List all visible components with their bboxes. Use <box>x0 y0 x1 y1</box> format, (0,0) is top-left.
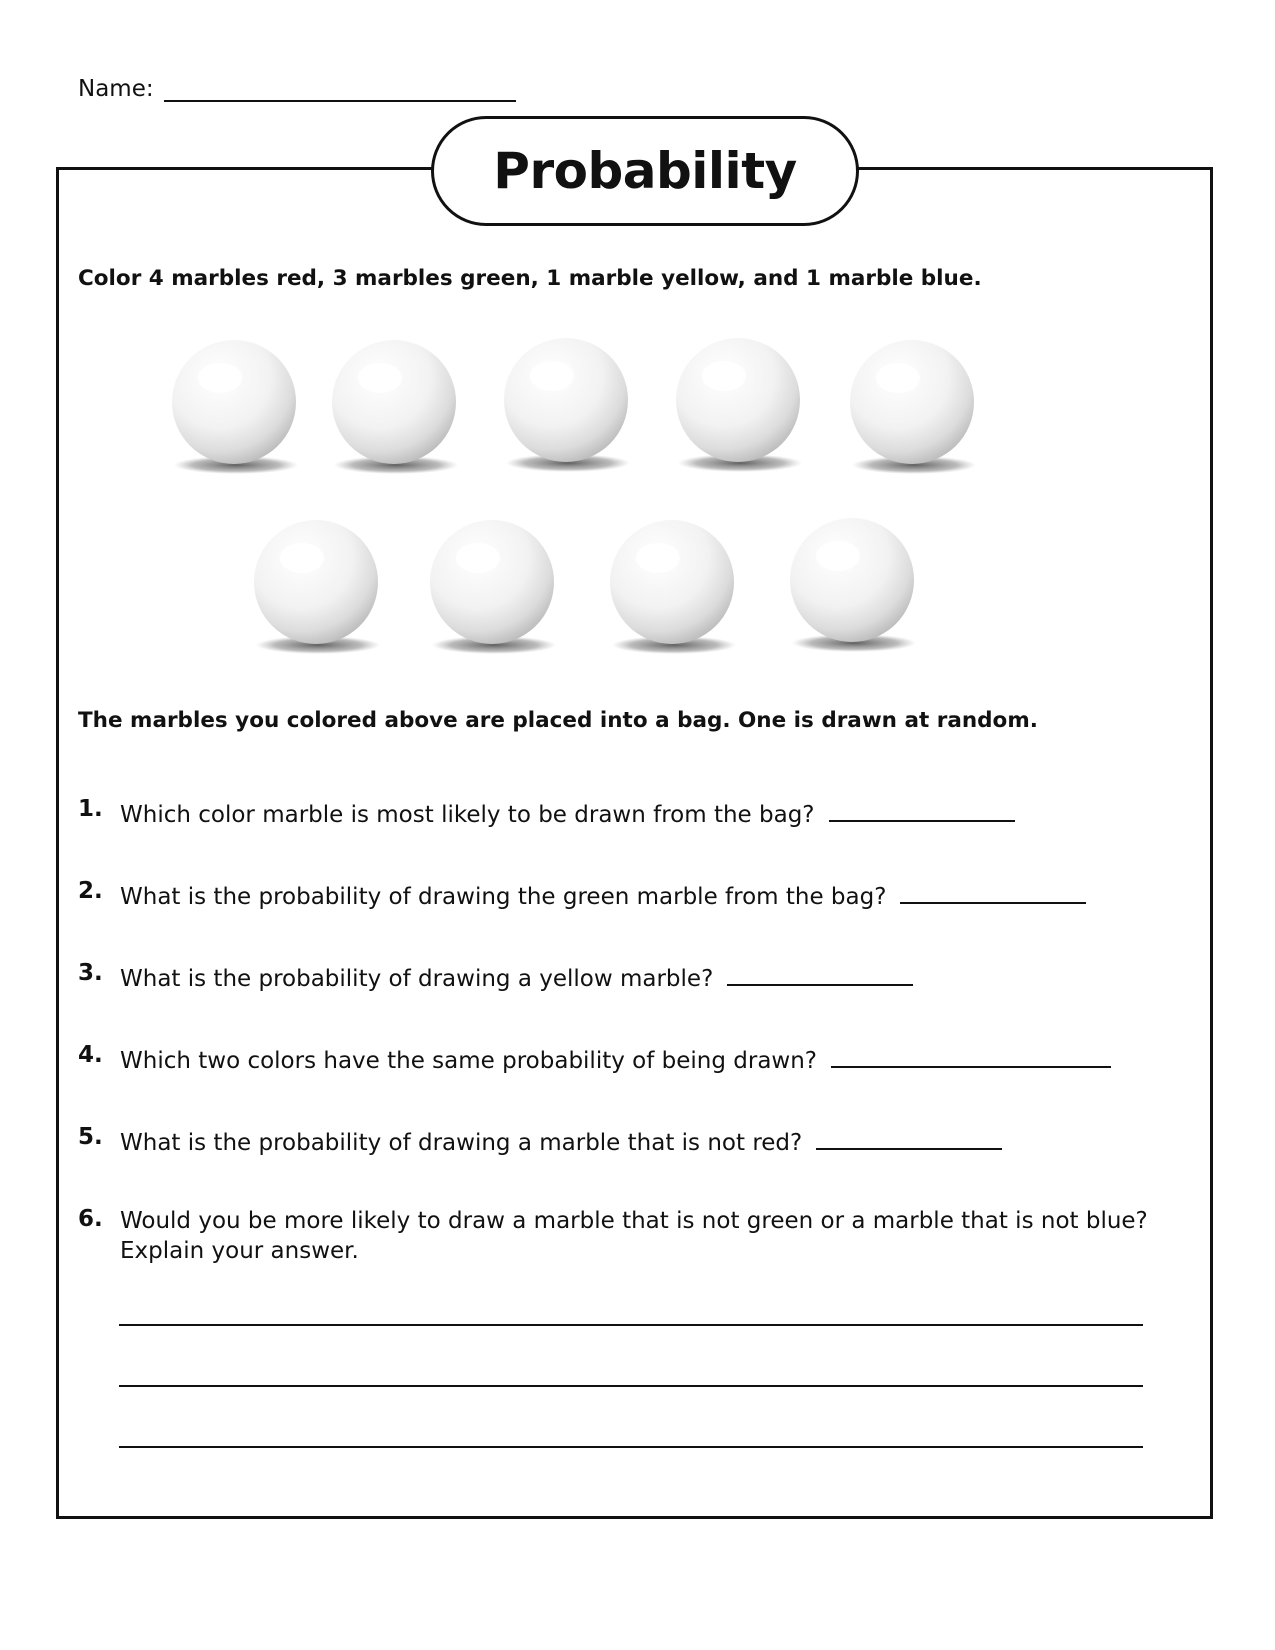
marble-3[interactable] <box>502 336 632 481</box>
explanation-line-2[interactable] <box>119 1385 1143 1387</box>
marble-7[interactable] <box>428 518 558 663</box>
question-text: Which color marble is most likely to be drawn from the bag? <box>120 802 815 828</box>
answer-blank-5[interactable] <box>816 1124 1002 1150</box>
answer-blank-1[interactable] <box>829 796 1015 822</box>
question-number: 4. <box>78 1042 103 1068</box>
answer-blank-2[interactable] <box>900 878 1086 904</box>
question-number: 3. <box>78 960 103 986</box>
marble-6[interactable] <box>252 518 382 663</box>
explanation-line-3[interactable] <box>119 1446 1143 1448</box>
question-5 <box>78 1124 1208 1156</box>
question-number: 6. <box>78 1206 103 1232</box>
page-title-text: Probability <box>493 142 797 200</box>
explanation-line-1[interactable] <box>119 1324 1143 1326</box>
marble-5[interactable] <box>848 338 978 483</box>
name-label: Name: <box>78 76 154 102</box>
question-text: Would you be more likely to draw a marble that is not green or a marble that is not blue? Explain your answer. <box>120 1208 1148 1264</box>
bag-statement: The marbles you colored above are placed into a bag. One is drawn at random. <box>78 708 1038 733</box>
question-text: What is the probability of drawing a marble that is not red? <box>120 1130 803 1156</box>
question-3 <box>78 960 1208 992</box>
question-text: What is the probability of drawing the green marble from the bag? <box>120 884 887 910</box>
answer-blank-4[interactable] <box>831 1042 1111 1068</box>
question-number: 5. <box>78 1124 103 1150</box>
name-row <box>78 74 516 102</box>
page-title <box>431 116 859 226</box>
marble-9[interactable] <box>788 516 918 661</box>
question-number: 2. <box>78 878 103 904</box>
question-6 <box>78 1206 1208 1266</box>
marble-4[interactable] <box>674 336 804 481</box>
marble-2[interactable] <box>330 338 460 483</box>
marble-1[interactable] <box>170 338 300 483</box>
question-number: 1. <box>78 796 103 822</box>
marble-8[interactable] <box>608 518 738 663</box>
answer-blank-3[interactable] <box>727 960 913 986</box>
question-2 <box>78 878 1208 910</box>
question-4 <box>78 1042 1208 1074</box>
name-field[interactable] <box>164 74 516 102</box>
question-text: Which two colors have the same probability of being drawn? <box>120 1048 818 1074</box>
question-1 <box>78 796 1208 828</box>
color-instruction: Color 4 marbles red, 3 marbles green, 1 marble yellow, and 1 marble blue. <box>78 266 982 291</box>
question-text: What is the probability of drawing a yellow marble? <box>120 966 714 992</box>
